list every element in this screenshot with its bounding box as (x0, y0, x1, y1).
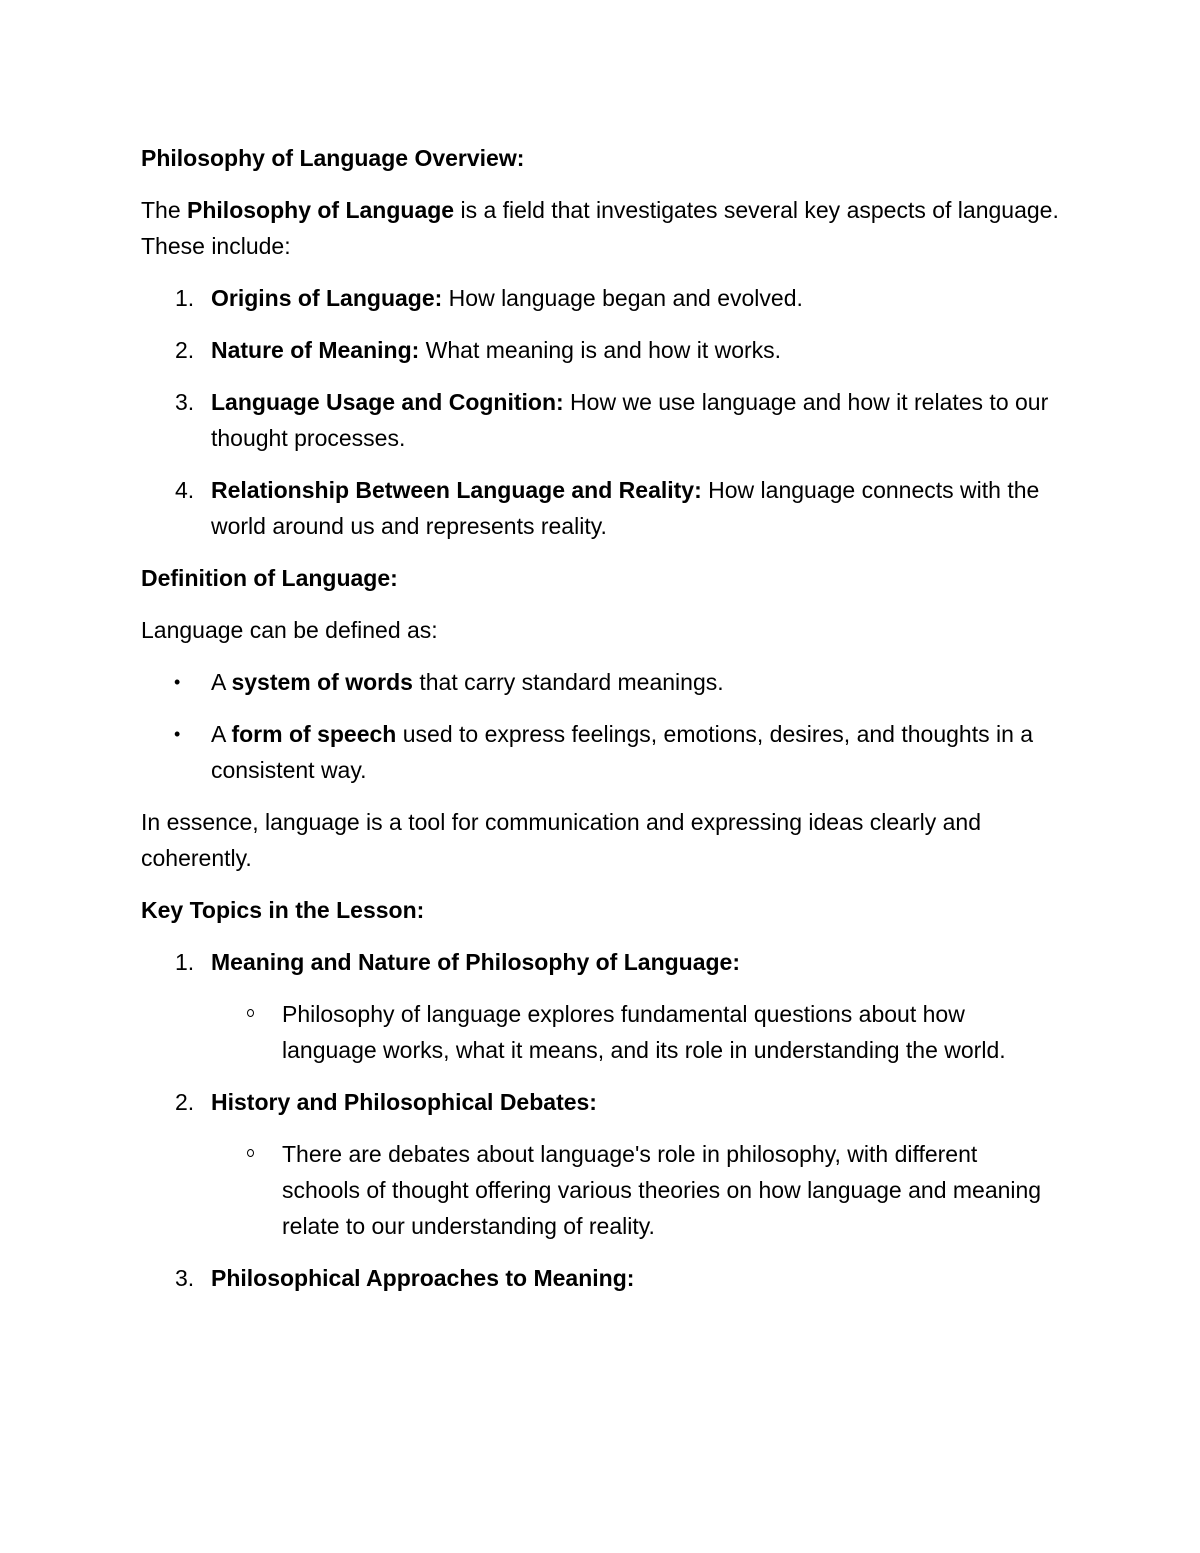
list-number: 1. (175, 949, 195, 975)
item-text: How language began and evolved. (442, 285, 803, 311)
topic-item (141, 944, 1061, 980)
hollow-bullet-icon (247, 1149, 254, 1157)
item-bold: Origins of Language: (211, 285, 443, 311)
item-bold: Language Usage and Cognition: (211, 389, 564, 415)
bullet-icon: • (174, 672, 181, 692)
intro-text: The (141, 197, 188, 223)
topics-heading: Key Topics in the Lesson: (141, 897, 425, 923)
list-number: 2. (175, 337, 195, 363)
topic-sub-text: Philosophy of language explores fundamental questions about how language works, what it means, and its role in understanding the world. (282, 1001, 1006, 1063)
bullet-text: that carry standard meanings. (412, 669, 724, 695)
definition-intro: Language can be defined as: (141, 617, 438, 643)
hollow-bullet-icon (247, 1009, 254, 1017)
topic-sub-item (141, 996, 1061, 1068)
list-item (141, 332, 1061, 368)
intro-text-end: is a field that investigates several key aspects of language. These include: (141, 197, 1059, 259)
topics-list (141, 944, 1061, 1296)
overview-intro (141, 192, 1061, 264)
item-text: How language connects with the world around us and represents reality. (211, 477, 1040, 539)
topic-item (141, 1260, 1061, 1296)
bullet-bold: form of speech (231, 721, 397, 747)
topic-sub-text: There are debates about language's role in philosophy, with different schools of thought offering various theories on how language and meaning relate to our understanding of reality. (282, 1141, 1042, 1239)
overview-heading: Philosophy of Language Overview: (141, 145, 525, 171)
list-number: 2. (175, 1089, 195, 1115)
overview-list (141, 280, 1061, 544)
list-number: 3. (175, 1265, 195, 1291)
list-item (141, 472, 1061, 544)
bullet-item (141, 716, 1061, 788)
item-bold: Relationship Between Language and Reality: (211, 477, 702, 503)
item-text: How we use language and how it relates to our thought processes. (211, 389, 1049, 451)
list-item (141, 280, 1061, 316)
bullet-icon: • (174, 724, 181, 744)
list-number: 4. (175, 477, 195, 503)
topic-item (141, 1084, 1061, 1120)
definition-essence: In essence, language is a tool for communication and expressing ideas clearly and coherently. (141, 809, 981, 871)
bullet-item (141, 664, 1061, 700)
topic-title: Meaning and Nature of Philosophy of Language: (211, 949, 741, 975)
list-item (141, 384, 1061, 456)
list-number: 1. (175, 285, 195, 311)
bullet-text: used to express feelings, emotions, desires, and thoughts in a consistent way. (211, 721, 1034, 783)
definition-heading: Definition of Language: (141, 565, 398, 591)
item-bold: Nature of Meaning: (211, 337, 420, 363)
bullet-bold: system of words (231, 669, 413, 695)
intro-bold: Philosophy of Language (187, 197, 455, 223)
definition-bullets (141, 664, 1061, 788)
topic-title: History and Philosophical Debates: (211, 1089, 597, 1115)
topic-sub-item (141, 1136, 1061, 1244)
list-number: 3. (175, 389, 195, 415)
bullet-pre: A (211, 669, 232, 695)
bullet-pre: A (211, 721, 232, 747)
topic-title: Philosophical Approaches to Meaning: (211, 1265, 635, 1291)
document-body (141, 140, 1061, 1312)
item-text: What meaning is and how it works. (419, 337, 782, 363)
